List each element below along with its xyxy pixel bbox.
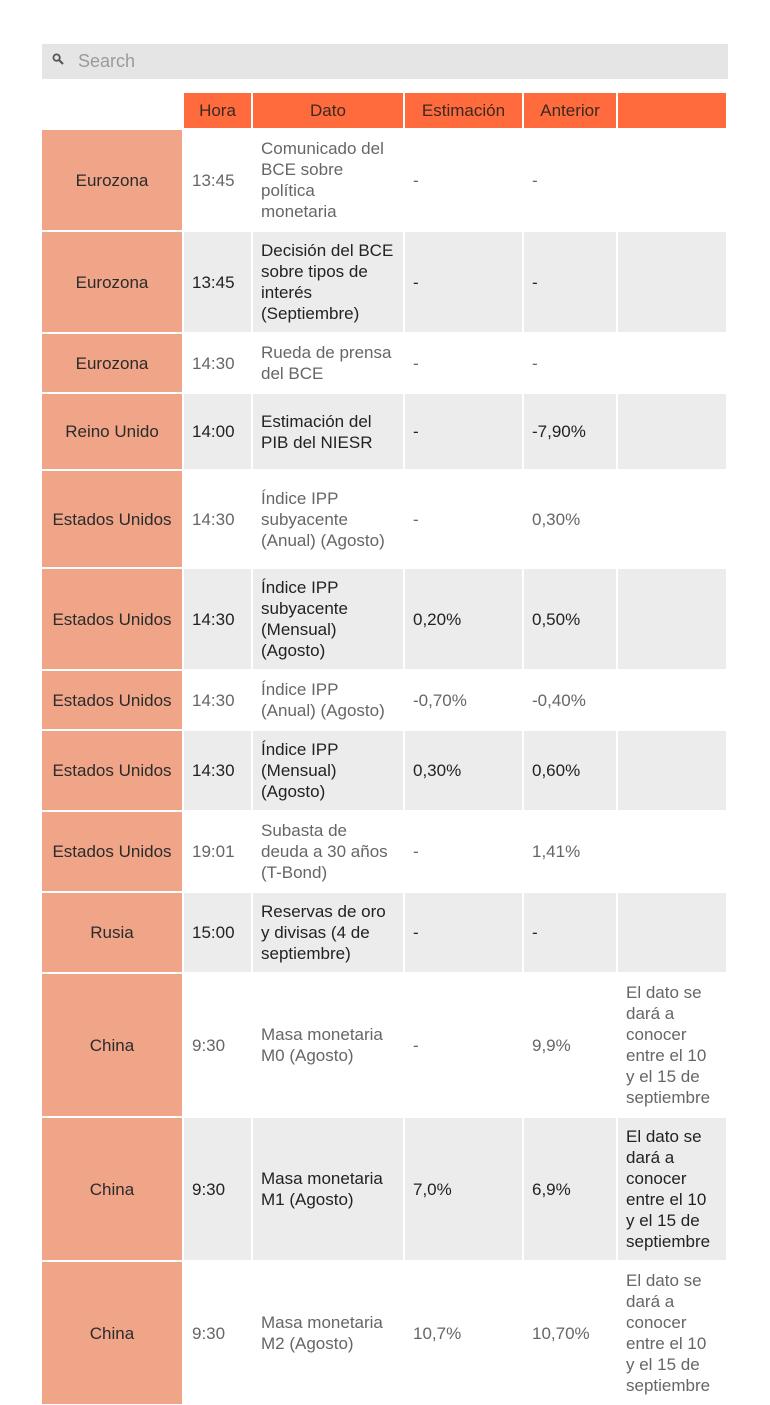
search-icon <box>52 53 64 65</box>
previous-cell: - <box>524 230 618 332</box>
economic-calendar-table <box>42 93 726 1404</box>
table-row <box>42 891 726 972</box>
table-row <box>42 972 726 1116</box>
table-header-row <box>42 93 726 128</box>
time-cell: 14:30 <box>184 729 253 810</box>
estimate-cell: 10,7% <box>405 1260 524 1404</box>
header-anterior: Anterior <box>524 93 618 128</box>
estimate-cell: - <box>405 128 524 230</box>
estimate-cell: 7,0% <box>405 1116 524 1260</box>
estimate-cell: - <box>405 392 524 469</box>
table-row <box>42 669 726 729</box>
previous-cell: 0,30% <box>524 469 618 567</box>
table-row <box>42 332 726 392</box>
previous-cell: - <box>524 332 618 392</box>
table-row <box>42 1260 726 1404</box>
header-notas <box>618 93 726 128</box>
previous-cell: - <box>524 891 618 972</box>
estimate-cell: - <box>405 891 524 972</box>
note-cell <box>618 128 726 230</box>
search-input[interactable] <box>78 44 718 79</box>
indicator-cell: Masa monetaria M2 (Agosto) <box>253 1260 405 1404</box>
header-corner <box>42 93 184 128</box>
table-row <box>42 567 726 669</box>
country-cell: Eurozona <box>42 332 184 392</box>
time-cell: 13:45 <box>184 128 253 230</box>
time-cell: 9:30 <box>184 1260 253 1404</box>
note-cell <box>618 230 726 332</box>
previous-cell: 1,41% <box>524 810 618 891</box>
note-cell: El dato se dará a conocer entre el 10 y el 15 de septiembre <box>618 972 726 1116</box>
indicator-cell: Estimación del PIB del NIESR <box>253 392 405 469</box>
note-cell: El dato se dará a conocer entre el 10 y el 15 de septiembre <box>618 1260 726 1404</box>
previous-cell: -7,90% <box>524 392 618 469</box>
table-row <box>42 392 726 469</box>
table-row <box>42 469 726 567</box>
country-cell: Eurozona <box>42 230 184 332</box>
table-row <box>42 729 726 810</box>
time-cell: 13:45 <box>184 230 253 332</box>
header-dato: Dato <box>253 93 405 128</box>
table-row <box>42 230 726 332</box>
indicator-cell: Rueda de prensa del BCE <box>253 332 405 392</box>
indicator-cell: Reservas de oro y divisas (4 de septiembre) <box>253 891 405 972</box>
previous-cell: 10,70% <box>524 1260 618 1404</box>
indicator-cell: Índice IPP (Mensual) (Agosto) <box>253 729 405 810</box>
previous-cell: -0,40% <box>524 669 618 729</box>
indicator-cell: Subasta de deuda a 30 años (T-Bond) <box>253 810 405 891</box>
note-cell <box>618 469 726 567</box>
indicator-cell: Índice IPP subyacente (Anual) (Agosto) <box>253 469 405 567</box>
previous-cell: 0,50% <box>524 567 618 669</box>
previous-cell: 0,60% <box>524 729 618 810</box>
country-cell: Estados Unidos <box>42 669 184 729</box>
time-cell: 14:00 <box>184 392 253 469</box>
country-cell: Estados Unidos <box>42 567 184 669</box>
table-row <box>42 1116 726 1260</box>
time-cell: 14:30 <box>184 567 253 669</box>
previous-cell: 9,9% <box>524 972 618 1116</box>
indicator-cell: Decisión del BCE sobre tipos de interés (Septiembre) <box>253 230 405 332</box>
time-cell: 19:01 <box>184 810 253 891</box>
note-cell <box>618 729 726 810</box>
estimate-cell: - <box>405 972 524 1116</box>
indicator-cell: Índice IPP (Anual) (Agosto) <box>253 669 405 729</box>
note-cell <box>618 891 726 972</box>
estimate-cell: 0,20% <box>405 567 524 669</box>
country-cell: China <box>42 1260 184 1404</box>
estimate-cell: - <box>405 469 524 567</box>
previous-cell: 6,9% <box>524 1116 618 1260</box>
previous-cell: - <box>524 128 618 230</box>
country-cell: Estados Unidos <box>42 469 184 567</box>
country-cell: Rusia <box>42 891 184 972</box>
indicator-cell: Masa monetaria M0 (Agosto) <box>253 972 405 1116</box>
time-cell: 14:30 <box>184 332 253 392</box>
time-cell: 14:30 <box>184 469 253 567</box>
time-cell: 9:30 <box>184 1116 253 1260</box>
country-cell: Estados Unidos <box>42 810 184 891</box>
estimate-cell: 0,30% <box>405 729 524 810</box>
indicator-cell: Índice IPP subyacente (Mensual) (Agosto) <box>253 567 405 669</box>
country-cell: China <box>42 1116 184 1260</box>
estimate-cell: - <box>405 810 524 891</box>
header-hora: Hora <box>184 93 253 128</box>
note-cell <box>618 669 726 729</box>
note-cell: El dato se dará a conocer entre el 10 y el 15 de septiembre <box>618 1116 726 1260</box>
search-bar[interactable] <box>42 44 728 79</box>
time-cell: 14:30 <box>184 669 253 729</box>
indicator-cell: Comunicado del BCE sobre política monetaria <box>253 128 405 230</box>
time-cell: 15:00 <box>184 891 253 972</box>
country-cell: Reino Unido <box>42 392 184 469</box>
table-row <box>42 128 726 230</box>
note-cell <box>618 567 726 669</box>
note-cell <box>618 332 726 392</box>
estimate-cell: - <box>405 230 524 332</box>
time-cell: 9:30 <box>184 972 253 1116</box>
estimate-cell: - <box>405 332 524 392</box>
note-cell <box>618 392 726 469</box>
header-estimacion: Estimación <box>405 93 524 128</box>
country-cell: Estados Unidos <box>42 729 184 810</box>
table-row <box>42 810 726 891</box>
indicator-cell: Masa monetaria M1 (Agosto) <box>253 1116 405 1260</box>
country-cell: China <box>42 972 184 1116</box>
estimate-cell: -0,70% <box>405 669 524 729</box>
note-cell <box>618 810 726 891</box>
country-cell: Eurozona <box>42 128 184 230</box>
